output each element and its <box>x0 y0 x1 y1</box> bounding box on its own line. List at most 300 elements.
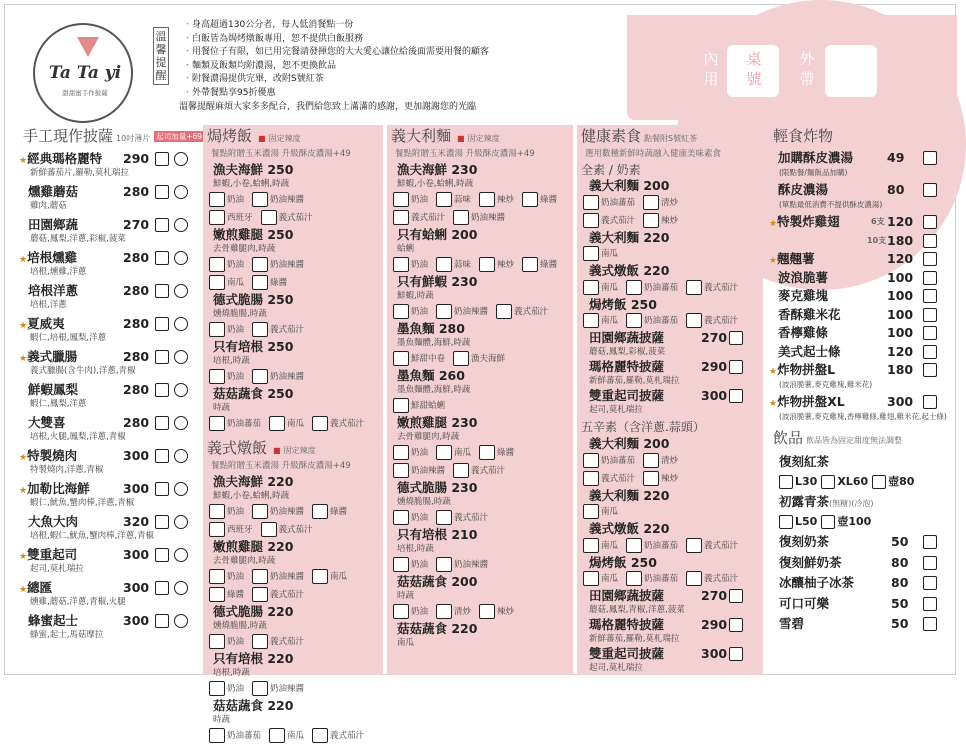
pizza-qty-box[interactable] <box>155 614 169 628</box>
snack-name: 波浪脆薯 <box>778 269 829 285</box>
note-line: ・麵類及飯類均附濃湯，恕不更換飲品 <box>183 60 337 71</box>
pasta-options <box>387 191 573 209</box>
pasta-option-box[interactable] <box>436 510 452 525</box>
snack-qty-box[interactable] <box>923 308 937 322</box>
pizza-price: 280 <box>123 250 150 265</box>
five-qty-box[interactable] <box>729 618 743 632</box>
vegan-option-box[interactable] <box>583 195 599 210</box>
risotto-option-box[interactable] <box>312 504 328 519</box>
pizza-radio[interactable] <box>174 185 188 199</box>
pizza-qty-box[interactable] <box>155 416 169 430</box>
risotto-option-box[interactable] <box>252 634 268 649</box>
pizza-radio[interactable] <box>174 581 188 595</box>
drink-qty-box[interactable] <box>923 597 937 611</box>
pasta-option-box[interactable] <box>393 210 409 225</box>
pasta-option-box[interactable] <box>522 192 538 207</box>
pizza-radio[interactable] <box>174 449 188 463</box>
pizza-price: 300 <box>123 580 150 595</box>
gratin-option-box[interactable] <box>209 416 225 431</box>
pasta-option-box[interactable] <box>393 445 409 460</box>
pasta-price: 230 <box>451 274 478 289</box>
risotto-option-label: 奶油辣醬 <box>270 572 305 582</box>
pizza-radio[interactable] <box>174 251 188 265</box>
pizza-slice-icon <box>77 37 99 57</box>
pizza-name: 培根燻雞 <box>27 250 78 265</box>
pasta-price: 230 <box>451 162 478 177</box>
risotto-option-box[interactable] <box>252 504 268 519</box>
gratin-option-box[interactable] <box>252 322 268 337</box>
cheese-badge: 起司加量+69 <box>156 132 203 141</box>
pasta-name: 墨魚麵 <box>397 368 439 383</box>
pasta-price: 200 <box>451 574 478 589</box>
risotto-options <box>203 503 383 521</box>
vegan-options <box>577 212 763 230</box>
note-line: ・白飯皆為焗烤燉飯專用，恕不提供白飯服務 <box>183 33 364 44</box>
snack-qty-box[interactable] <box>923 215 937 229</box>
drink-size-box[interactable] <box>821 475 835 489</box>
pasta-option-box[interactable] <box>522 257 538 272</box>
risotto-option-label: 義式茄汁 <box>330 731 365 741</box>
snack-panel <box>769 125 955 675</box>
vegan-qty-box[interactable] <box>729 360 743 374</box>
pizza-radio[interactable] <box>174 218 188 232</box>
snack-note: (單點最低消費不提供酥皮濃湯) <box>779 199 883 209</box>
pizza-list <box>19 151 199 642</box>
menu-page <box>4 4 956 741</box>
vegan-option-box[interactable] <box>626 313 642 328</box>
drink-qty-box[interactable] <box>923 556 937 570</box>
pizza-radio[interactable] <box>174 350 188 364</box>
five-option-box[interactable] <box>686 538 702 553</box>
pasta-option-box[interactable] <box>436 445 452 460</box>
drink-size-box[interactable] <box>821 515 835 529</box>
five-qty-box[interactable] <box>729 647 743 661</box>
risotto-option-label: 綠醬 <box>227 590 245 600</box>
risotto-option-box[interactable] <box>209 569 225 584</box>
drink-size-box[interactable] <box>872 475 886 489</box>
risotto-option-box[interactable] <box>209 587 225 602</box>
pasta-option-label: 義式茄汁 <box>514 307 549 317</box>
risotto-header: 義式燉飯 ■ 固定辣度 <box>207 439 316 457</box>
pizza-desc: 培根,蝦仁,魷魚,蟹肉棒,洋蔥,青椒 <box>30 530 155 541</box>
pizza-name: 鮮蝦鳳梨 <box>28 382 79 397</box>
pizza-qty-box[interactable] <box>155 581 169 595</box>
star-icon: ★ <box>769 399 778 409</box>
pasta-option-label: 義式茄汁 <box>411 213 446 223</box>
gratin-options <box>203 368 383 386</box>
drink-size-box[interactable] <box>779 475 793 489</box>
pasta-options <box>387 603 573 621</box>
gratin-option-label: 義式茄汁 <box>330 419 365 429</box>
vegan-option-box[interactable] <box>686 313 702 328</box>
star-icon: ★ <box>769 256 778 266</box>
pasta-item <box>387 480 573 496</box>
drink-size-box[interactable] <box>779 515 793 529</box>
drink-size-label: 壺80 <box>888 474 915 488</box>
risotto-option-box[interactable] <box>269 728 285 743</box>
pizza-radio[interactable] <box>174 152 188 166</box>
pizza-qty-box[interactable] <box>155 185 169 199</box>
pasta-option-label: 奶油辣醬 <box>411 466 446 476</box>
risotto-item <box>203 474 383 490</box>
vegan-option-box[interactable] <box>686 280 702 295</box>
pizza-name: 加勒比海鮮 <box>27 481 90 496</box>
pasta-option-box[interactable] <box>436 304 452 319</box>
risotto-option-box[interactable] <box>252 587 268 602</box>
vegan-header: 全素 / 奶素 <box>581 163 641 177</box>
five-option-box[interactable] <box>643 453 659 468</box>
snack-size: 6支 <box>871 217 885 226</box>
five-option-box[interactable] <box>626 538 642 553</box>
pasta-option-label: 奶油 <box>411 560 429 570</box>
pasta-option-box[interactable] <box>436 557 452 572</box>
pizza-qty-box[interactable] <box>155 350 169 364</box>
pizza-item <box>19 481 199 497</box>
snack-item <box>769 150 955 166</box>
drink-qty-box[interactable] <box>923 535 937 549</box>
gratin-sub: 餐點附贈玉米濃湯 升級酥皮濃湯+49 <box>211 149 351 159</box>
pasta-price: 220 <box>451 621 478 636</box>
pizza-radio[interactable] <box>174 548 188 562</box>
gratin-price: 250 <box>267 162 294 177</box>
pizza-item <box>19 349 199 365</box>
five-option-box[interactable] <box>626 571 642 586</box>
gratin-option-box[interactable] <box>252 369 268 384</box>
pizza-radio[interactable] <box>174 284 188 298</box>
pasta-options <box>387 444 573 462</box>
gratin-option-label: 南瓜 <box>287 419 305 429</box>
gratin-option-box[interactable] <box>209 275 225 290</box>
vegan-option-label: 義式茄汁 <box>704 282 739 293</box>
vegan-options <box>577 279 763 297</box>
gratin-name: 嫩煎雞腿 <box>213 227 268 242</box>
pasta-item <box>387 321 573 337</box>
drink-note: (無糖)(冷泡) <box>829 499 874 508</box>
gratin-option-box[interactable] <box>252 275 268 290</box>
pizza-qty-box[interactable] <box>155 152 169 166</box>
risotto-desc: 燻燒脆腸,時蔬 <box>213 620 267 631</box>
pasta-option-box[interactable] <box>393 604 409 619</box>
star-icon: ★ <box>19 453 28 463</box>
vegan-option-label: 奶油蕃茄 <box>601 197 636 208</box>
risotto-option-box[interactable] <box>209 634 225 649</box>
risotto-option-box[interactable] <box>252 569 268 584</box>
pasta-options <box>387 209 573 227</box>
vegan-qty-box[interactable] <box>729 331 743 345</box>
five-price: 290 <box>701 617 728 632</box>
pizza-price: 280 <box>123 184 150 199</box>
drink-qty-box[interactable] <box>923 617 937 631</box>
pasta-name: 只有鮮蝦 <box>397 274 452 289</box>
drink-item <box>769 616 955 632</box>
pizza-qty-box[interactable] <box>155 284 169 298</box>
pizza-qty-box[interactable] <box>155 515 169 529</box>
pasta-option-label: 蒜味 <box>454 195 472 205</box>
drink-header: 飲品 飲品皆為固定甜度無法調整 <box>773 429 903 447</box>
five-option-box[interactable] <box>643 471 659 486</box>
pizza-item <box>19 448 199 464</box>
pasta-option-label: 奶油 <box>411 260 429 270</box>
risotto-option-box[interactable] <box>252 681 268 696</box>
gratin-options <box>203 191 383 209</box>
pizza-desc: 蝦仁,鳳梨,洋蔥 <box>30 398 87 409</box>
pizza-qty-box[interactable] <box>155 548 169 562</box>
pasta-option-label: 鮮甜蛤蜊 <box>411 401 446 411</box>
veg-sub: 選用數種新鮮時蔬融入健康美味素食 <box>585 149 722 159</box>
five-price: 200 <box>643 436 670 451</box>
vegan-options <box>577 245 763 263</box>
snack-qty-box[interactable] <box>923 289 937 303</box>
snack-qty-box[interactable] <box>923 395 937 409</box>
gratin-option-box[interactable] <box>312 416 328 431</box>
pasta-option-box[interactable] <box>436 257 452 272</box>
vegan-option-box[interactable] <box>583 246 599 261</box>
five-qty-box[interactable] <box>729 589 743 603</box>
drink-name: 初露青茶 <box>779 494 830 509</box>
risotto-options <box>203 633 383 651</box>
risotto-option-box[interactable] <box>209 728 225 743</box>
pasta-desc: 培根,時蔬 <box>397 543 434 554</box>
five-name: 田園鄉蔬披薩 <box>589 588 665 603</box>
risotto-price: 220 <box>267 539 294 554</box>
vegan-option-box[interactable] <box>583 313 599 328</box>
five-option-label: 奶油蕃茄 <box>601 455 636 466</box>
gratin-option-label: 奶油辣醬 <box>270 260 305 270</box>
pizza-radio[interactable] <box>174 416 188 430</box>
pasta-option-label: 漁夫海鮮 <box>471 354 506 364</box>
five-option-box[interactable] <box>686 571 702 586</box>
five-item <box>577 436 763 452</box>
vegan-desc: 蘑菇,鳳梨,彩椒,菠菜 <box>589 346 666 357</box>
pasta-option-box[interactable] <box>393 463 409 478</box>
gratin-option-box[interactable] <box>261 210 277 225</box>
snack-price: 180 <box>887 232 914 248</box>
gratin-option-box[interactable] <box>209 210 225 225</box>
gratin-option-box[interactable] <box>209 192 225 207</box>
snack-name: 香檸雞條 <box>778 325 829 340</box>
gratin-option-box[interactable] <box>252 257 268 272</box>
five-name: 雙重起司披薩 <box>589 646 665 661</box>
drink-name: 可口可樂 <box>779 595 830 611</box>
snack-qty-box[interactable] <box>923 271 937 285</box>
drink-price: 50 <box>891 595 909 611</box>
snack-note: (限點餐/麵飯品加購) <box>779 167 848 177</box>
pizza-item <box>19 217 199 233</box>
pasta-option-box[interactable] <box>453 463 469 478</box>
gratin-list <box>203 162 383 433</box>
gratin-option-label: 奶油蕃茄 <box>227 419 262 429</box>
snack-price: 80 <box>887 182 905 197</box>
pizza-desc: 蝦仁,培根,鳳梨,洋蔥 <box>30 332 107 343</box>
vegan-qty-box[interactable] <box>729 389 743 403</box>
snack-size: 10支 <box>867 235 887 245</box>
pasta-panel <box>387 125 573 675</box>
table-label: 桌號 <box>746 50 762 88</box>
gratin-option-label: 奶油 <box>227 325 245 335</box>
pizza-radio[interactable] <box>174 614 188 628</box>
five-name: 瑪格麗特披薩 <box>589 617 665 632</box>
snack-qty-box[interactable] <box>923 345 937 359</box>
gratin-option-box[interactable] <box>209 257 225 272</box>
drink-item <box>769 575 955 591</box>
gratin-option-box[interactable] <box>209 369 225 384</box>
pasta-option-box[interactable] <box>496 304 512 319</box>
pasta-option-box[interactable] <box>393 510 409 525</box>
pizza-price: 300 <box>123 481 150 496</box>
five-options <box>577 537 763 555</box>
snack-qty-box[interactable] <box>923 252 937 266</box>
risotto-option-box[interactable] <box>209 504 225 519</box>
pasta-options <box>387 303 573 321</box>
pizza-name: 田園鄉蔬 <box>28 217 79 232</box>
vegan-option-box[interactable] <box>583 213 599 228</box>
risotto-item <box>203 539 383 555</box>
pasta-option-box[interactable] <box>393 557 409 572</box>
pasta-options <box>387 397 573 415</box>
snack-item <box>769 307 955 323</box>
risotto-option-box[interactable] <box>312 728 328 743</box>
five-option-box[interactable] <box>583 471 599 486</box>
pasta-option-label: 奶油 <box>411 307 429 317</box>
risotto-option-label: 奶油辣醬 <box>270 507 305 517</box>
pasta-option-label: 綠醬 <box>540 260 558 270</box>
pasta-option-box[interactable] <box>436 604 452 619</box>
snack-price: 100 <box>887 306 914 322</box>
pasta-option-box[interactable] <box>479 192 495 207</box>
pizza-price: 320 <box>123 514 150 529</box>
pasta-option-box[interactable] <box>453 210 469 225</box>
five-option-box[interactable] <box>583 504 599 519</box>
five-option-box[interactable] <box>583 571 599 586</box>
pasta-option-box[interactable] <box>436 192 452 207</box>
pizza-qty-box[interactable] <box>155 251 169 265</box>
risotto-option-box[interactable] <box>209 522 225 537</box>
vegan-option-box[interactable] <box>626 280 642 295</box>
risotto-option-box[interactable] <box>312 569 328 584</box>
pizza-qty-box[interactable] <box>155 482 169 496</box>
drink-price: 80 <box>891 554 909 570</box>
drink-qty-box[interactable] <box>923 576 937 590</box>
pizza-price: 280 <box>123 316 150 331</box>
pizza-name: 義式臘腸 <box>27 349 78 364</box>
snack-qty-box[interactable] <box>923 363 937 377</box>
pasta-option-box[interactable] <box>393 351 409 366</box>
pizza-item <box>19 514 199 530</box>
pasta-option-box[interactable] <box>479 257 495 272</box>
snack-item <box>769 182 955 198</box>
pasta-item <box>387 574 573 590</box>
pasta-option-box[interactable] <box>393 257 409 272</box>
note-line: ・身高超過130公分者，每人低消餐點一份 <box>183 20 354 30</box>
pasta-item <box>387 227 573 243</box>
gratin-option-label: 奶油 <box>227 372 245 382</box>
pasta-option-box[interactable] <box>393 304 409 319</box>
pizza-price: 270 <box>123 217 150 232</box>
five-option-box[interactable] <box>583 538 599 553</box>
pizza-qty-box[interactable] <box>155 317 169 331</box>
five-option-box[interactable] <box>583 453 599 468</box>
snack-header: 輕食炸物 <box>773 127 834 145</box>
pizza-item <box>19 580 199 596</box>
pasta-desc: 鮮蝦,小卷,蛤蜊,時蔬 <box>397 178 474 189</box>
notes <box>179 19 633 114</box>
pizza-item <box>19 613 199 629</box>
five-name: 義大利麵 <box>589 436 644 451</box>
vegan-price: 220 <box>643 229 670 245</box>
pizza-name: 特製燒肉 <box>27 448 78 463</box>
vegan-name: 義大利麵 <box>589 229 644 245</box>
pasta-header: 義大利麵 ■ 固定辣度 <box>391 127 500 145</box>
snack-qty-box[interactable] <box>923 234 937 248</box>
pizza-desc: 燻雞,蘑菇,洋蔥,青椒,火腿 <box>30 596 126 607</box>
pasta-price: 200 <box>451 227 478 242</box>
pizza-price: 280 <box>123 415 150 430</box>
pasta-option-box[interactable] <box>453 351 469 366</box>
vegan-price: 290 <box>701 359 728 374</box>
risotto-option-box[interactable] <box>209 681 225 696</box>
risotto-option-box[interactable] <box>261 522 277 537</box>
snack-qty-box[interactable] <box>923 151 937 165</box>
snack-qty-box[interactable] <box>923 326 937 340</box>
star-icon: ★ <box>769 367 778 377</box>
logo <box>33 23 133 123</box>
gratin-option-label: 奶油 <box>227 260 245 270</box>
snack-name: 香酥雞米花 <box>778 306 841 322</box>
pasta-option-label: 南瓜 <box>454 448 472 458</box>
gratin-option-box[interactable] <box>269 416 285 431</box>
pasta-option-label: 奶油 <box>411 195 429 205</box>
pasta-price: 260 <box>438 368 465 383</box>
drink-item <box>769 454 955 470</box>
pizza-radio[interactable] <box>174 317 188 331</box>
vegan-option-box[interactable] <box>643 213 659 228</box>
pizza-qty-box[interactable] <box>155 449 169 463</box>
pasta-option-box[interactable] <box>479 604 495 619</box>
pizza-radio[interactable] <box>174 383 188 397</box>
drink-item <box>769 494 955 510</box>
veg-header: 健康素食 點餐附S號紅茶 <box>581 127 698 145</box>
pizza-qty-box[interactable] <box>155 218 169 232</box>
vegan-option-box[interactable] <box>643 195 659 210</box>
vegan-list <box>577 178 763 417</box>
star-icon: ★ <box>19 585 28 595</box>
pasta-option-box[interactable] <box>393 192 409 207</box>
pizza-qty-box[interactable] <box>155 383 169 397</box>
vegan-option-box[interactable] <box>583 280 599 295</box>
drink-name: 復刻奶茶 <box>779 534 830 549</box>
snack-price: 100 <box>887 269 914 285</box>
five-price: 220 <box>643 487 670 503</box>
gratin-option-box[interactable] <box>209 322 225 337</box>
pizza-radio[interactable] <box>174 482 188 496</box>
takeout-box[interactable] <box>825 45 877 97</box>
pizza-name: 總匯 <box>27 580 53 595</box>
pasta-name: 嫩煎雞腿 <box>397 415 452 430</box>
vegan-option-label: 奶油蕃茄 <box>644 316 679 326</box>
gratin-desc: 時蔬 <box>213 402 231 413</box>
snack-qty-box[interactable] <box>923 183 937 197</box>
vegan-options <box>577 194 763 212</box>
star-icon: ★ <box>19 354 28 364</box>
pasta-option-box[interactable] <box>479 445 495 460</box>
pizza-desc: 特製燒肉,洋蔥,青椒 <box>30 464 104 475</box>
risotto-options <box>203 568 383 586</box>
pizza-radio[interactable] <box>174 515 188 529</box>
snack-item <box>769 344 955 360</box>
gratin-option-box[interactable] <box>252 192 268 207</box>
pasta-option-label: 清炒 <box>454 607 472 617</box>
pasta-option-box[interactable] <box>393 398 409 413</box>
